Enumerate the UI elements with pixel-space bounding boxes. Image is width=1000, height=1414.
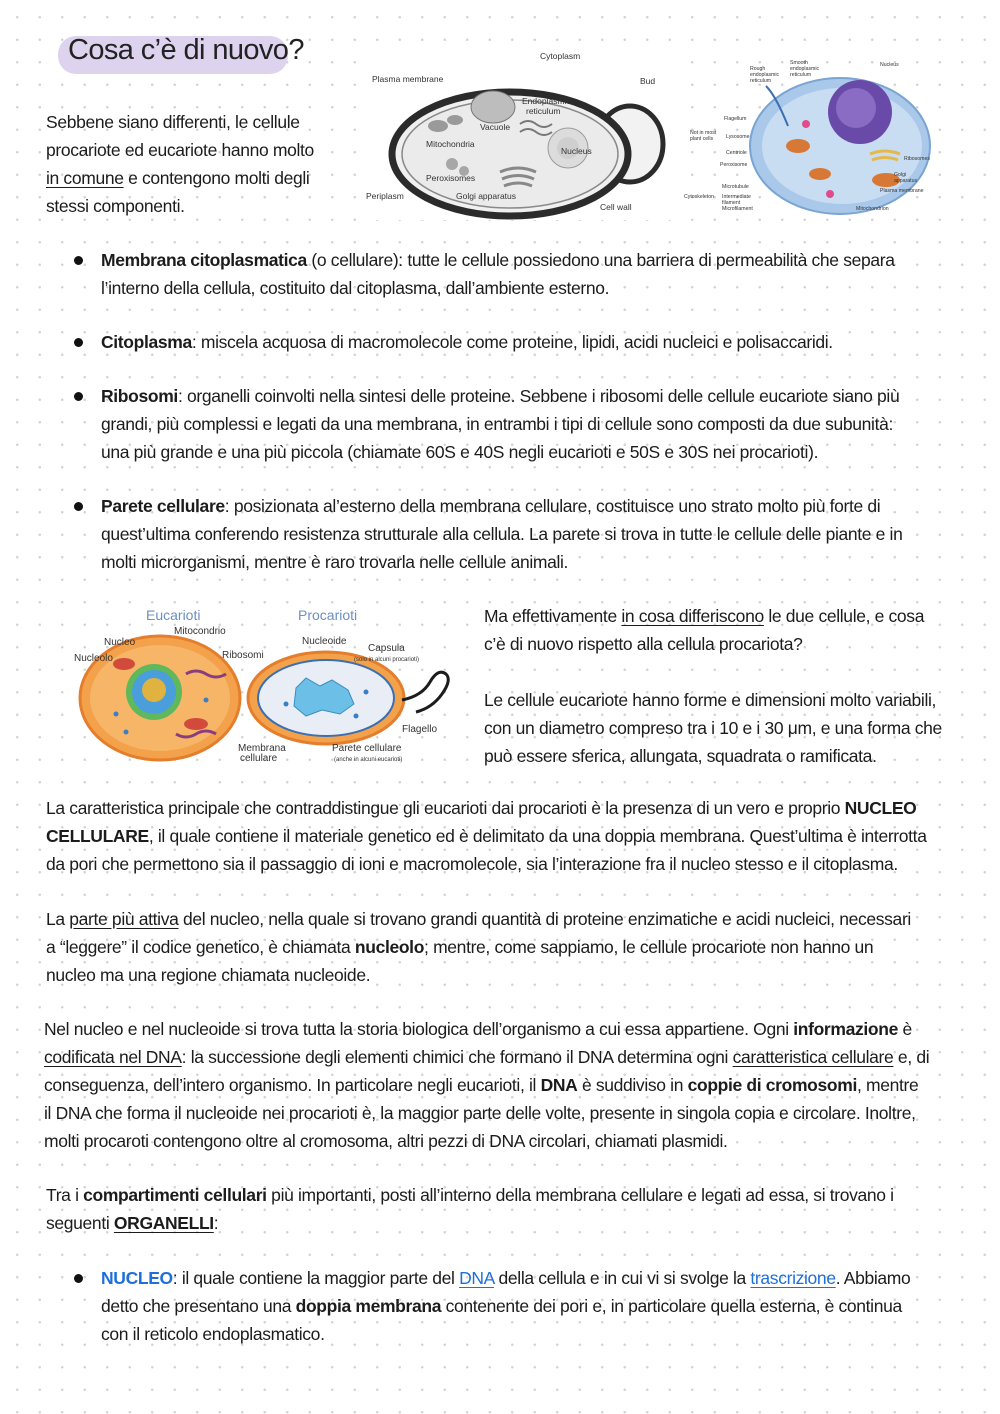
label-nucleolo: Nucleolo: [74, 653, 113, 664]
svg-text:apparatus: apparatus: [894, 178, 918, 184]
label-golgi: Golgi apparatus: [456, 191, 517, 201]
label-periplasm: Periplasm: [366, 191, 404, 201]
label-lysosome: Lysosome: [726, 134, 750, 140]
label-intermediate-1: Intermediate: [722, 194, 751, 200]
bullet-dot: [74, 392, 83, 401]
bullet-citoplasma: Citoplasma: miscela acquosa di macromolecole come proteine, lipidi, acidi nucleici e polisaccaridi.: [101, 332, 833, 352]
label-mitochondria: Mitochondria: [426, 139, 475, 149]
label-vacuole: Vacuole: [480, 122, 511, 132]
label-membrana-1: Membrana: [238, 743, 286, 754]
paragraph-dna: Nel nucleo e nel nucleoide si trova tutta la storia biologica dell’organismo a cui essa appartiene. Ogni informazione è codificata nel DNA: la successione degli elementi chimici che formano il DNA determina ogni caratteristica cellulare e, di conseguenza, dell’intero organismo. In particolare negli eucarioti, il DNA è suddiviso in coppie di cromosomi, mentre il DNA che forma il nucleoide nei procarioti è, la maggior parte delle volte, presente in singola copia e circolare. Inoltre, molti procaroti contengono oltre al cromosoma, altri pezzi di DNA circolari, chiamati plasmidi.: [44, 1019, 930, 1151]
label-peroxisome: Peroxisome: [720, 162, 748, 168]
paragraph-nucleolo: La parte più attiva del nucleo, nella quale si trovano grandi quantità di proteine enzimatiche e acidi nucleici, necessari a “leggere” il codice genetico, è chiamata nucleolo; mentre, come sappiamo, le cellule procariote non hanno un nucleo ma una regione chiamata nucleoide.: [46, 909, 911, 985]
label-capsula: Capsula: [368, 643, 405, 654]
label-not-plant-1: Not in most: [690, 130, 717, 136]
paragraph-nucleo: La caratteristica principale che contraddistingue gli eucarioti dai procarioti è la presenza di un vero e proprio NUCLEO CELLULARE, il quale contiene il materiale genetico ed è delimitato da una doppia membrana. Quest’ultima è interrotta da pori che permettono sia il passaggio di ioni e macromolecole, sia l’interazione fra il nucleo stesso e il citoplasma.: [46, 798, 927, 874]
label-ribosomes: Ribosomes: [904, 156, 930, 162]
label-er-1: Endoplasmic: [522, 96, 571, 106]
bullet-dot: [74, 256, 83, 265]
label-parete-note: (anche in alcuni eucarioti): [334, 757, 403, 763]
label-microfilament: Microfilament: [722, 206, 753, 212]
bullet-dot: [74, 1274, 83, 1283]
label-golgi-1: Golgi: [894, 172, 907, 178]
label-cytoplasm: Cytoplasm: [540, 51, 581, 61]
label-nucleoide: Nucleoide: [302, 636, 347, 647]
label-smooth-er-1: Smooth: [790, 60, 808, 66]
label-cytoskeleton: Cytoskeleton: [684, 194, 714, 200]
label-plasma-membrane-2: Plasma membrane: [880, 188, 924, 194]
trascrizione-link[interactable]: trascrizione: [750, 1268, 836, 1288]
yeast-cell-diagram: [360, 44, 672, 220]
bullet-ribosomi: Ribosomi: organelli coinvolti nella sintesi delle proteine. Sebbene i ribosomi delle cellule eucariote siano più grandi, più complessi e legati da una membrana, in entrambi i tipi di cellule sono composti da due subunità: una più grande e una più piccola (chiamate 60S e 40S negli eucarioti e 50S e 30S nei procarioti).: [101, 386, 900, 462]
svg-text:endoplasmic: endoplasmic: [750, 72, 780, 78]
label-nucleus: Nucleus: [561, 146, 592, 156]
svg-text:reticulum: reticulum: [750, 78, 772, 84]
bullet-membrana: Membrana citoplasmatica (o cellulare): tutte le cellule possiedono una barriera di permeabilità che separa l’interno della cellula, costituito dal citoplasma, dall’ambiente esterno.: [101, 250, 895, 298]
paragraph-organelli: Tra i compartimenti cellulari più importanti, posti all’interno della membrana cellulare e legati ad essa, si trovano i seguenti ORGANELLI:: [46, 1185, 894, 1233]
side-paragraph: Le cellule eucariote hanno forme e dimensioni molto variabili, con un diametro compreso tra i 10 e i 30 μm, e una forma che può essere sferica, allungata, squadrata o ramificata.: [484, 690, 942, 766]
animal-cell-diagram: [680, 54, 942, 220]
label-centriole: Centriole: [726, 150, 747, 156]
label-ribosomi: Ribosomi: [222, 650, 264, 661]
label-procarioti: Procarioti: [298, 607, 358, 623]
svg-text:reticulum: reticulum: [790, 72, 812, 78]
svg-text:endoplasmic: endoplasmic: [790, 66, 820, 72]
label-flagellum: Flagellum: [724, 116, 747, 122]
label-parete: Parete cellulare: [332, 743, 402, 754]
label-rough-er-1: Rough: [750, 66, 766, 72]
dna-link[interactable]: DNA: [459, 1268, 494, 1288]
side-question: Ma effettivamente in cosa differiscono le due cellule, e cosa c’è di nuovo rispetto alla cellula procariota?: [484, 606, 925, 654]
label-cell-wall: Cell wall: [600, 202, 632, 212]
svg-text:plant cells: plant cells: [690, 136, 714, 142]
label-nucleo: Nucleo: [104, 637, 136, 648]
label-flagello: Flagello: [402, 724, 438, 735]
label-nucleus-2: Nucleus: [880, 62, 899, 68]
intro-text: Sebbene siano differenti, le cellule procariote ed eucariote hanno molto in comune e contengono molti degli stessi componenti.: [46, 112, 314, 216]
svg-text:filament: filament: [722, 200, 741, 206]
label-bud: Bud: [640, 76, 656, 86]
bullet-parete: Parete cellulare: posizionata al’esterno della membrana cellulare, costituisce uno strato molto più forte di quest’ultima conferendo resistenza strutturale alla cellula. La parete si trova in tutte le cellule delle piante e in molti microrganismi, mentre è raro trovarla nelle cellule animali.: [101, 496, 903, 572]
page-title: Cosa c’è di nuovo?: [68, 34, 304, 66]
label-microtubule: Microtubule: [722, 184, 749, 190]
label-peroxisomes: Peroxisomes: [426, 173, 476, 183]
label-capsula-note: (solo in alcuni procarioti): [354, 657, 420, 663]
bullet-nucleo: NUCLEO: il quale contiene la maggior parte del DNA della cellula e in cui vi si svolge la trascrizione. Abbiamo detto che presentano una doppia membrana contenente dei pori e, in particolare quella esterna, è continua con il reticolo endoplasmatico.: [101, 1268, 911, 1344]
bullet-dot: [74, 338, 83, 347]
label-mitocondrio: Mitocondrio: [174, 626, 226, 637]
label-mitochondrion: Mitochondrion: [856, 206, 889, 212]
bullet-dot: [74, 502, 83, 511]
label-er-2: reticulum: [526, 106, 561, 116]
eucarioti-procarioti-diagram: [66, 604, 466, 768]
label-eucarioti: Eucarioti: [146, 607, 201, 623]
label-plasma-membrane: Plasma membrane: [372, 74, 444, 84]
label-membrana-2: cellulare: [240, 753, 278, 764]
